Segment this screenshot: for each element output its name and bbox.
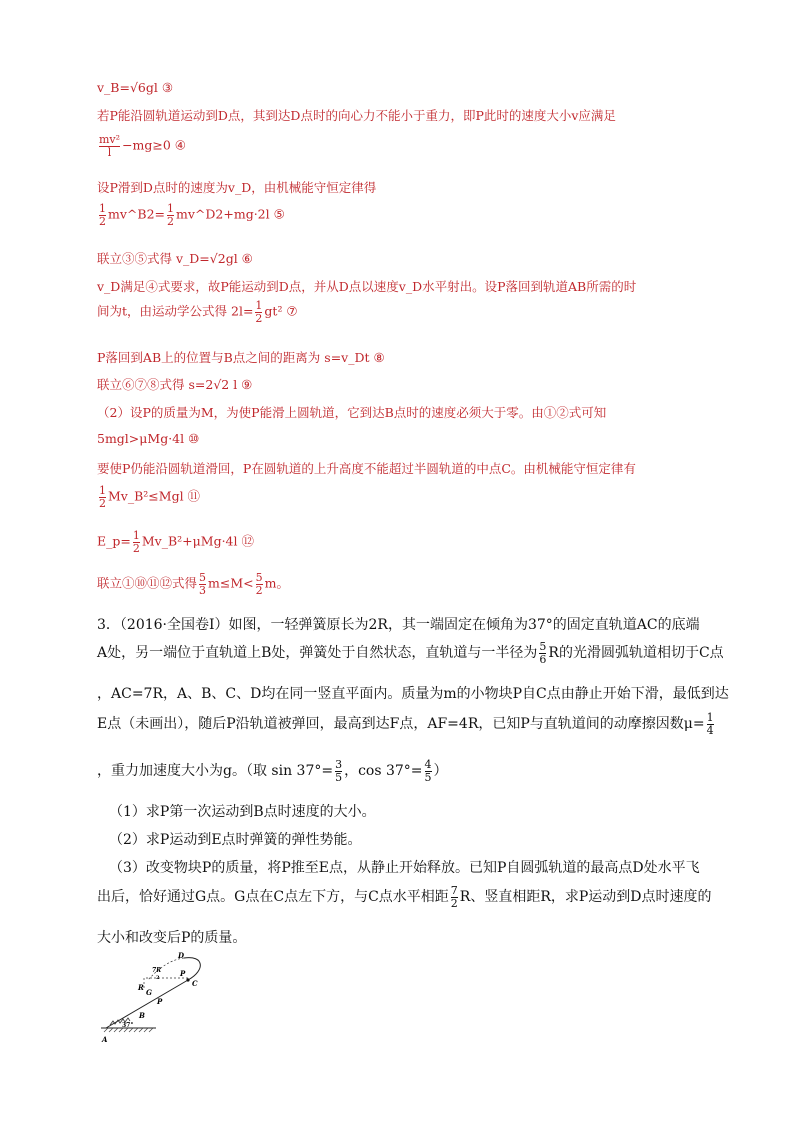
label-p-top: P <box>180 969 186 978</box>
label-p-low: P <box>157 997 163 1006</box>
fraction: $\frac{3}{5}$ <box>335 758 343 784</box>
solution-line-10: 联立⑥⑦⑧式得 s=2√2 l ⑨ <box>97 377 253 392</box>
solution-line-5: $\frac{1}{2}$ mv^B2= $\frac{1}{2}$ mv^D2+mg·2l ⑤ <box>99 202 285 228</box>
fraction: $\frac{7}{2}$ <box>450 884 458 910</box>
label-b: B <box>139 1011 145 1020</box>
solution-line-2: 若P能沿圆轨道运动到D点，其到达D点时的向心力不能小于重力，即P此时的速度大小v应满足 <box>97 108 616 123</box>
label-g: G <box>146 988 152 997</box>
label-2: 2 <box>156 975 160 981</box>
solution-line-16: 联立①⑩⑪⑫式得 $\frac{5}{3}$ m≤M< $\frac{5}{2}$ m。 <box>97 571 289 597</box>
label-7r: 7R <box>152 967 162 974</box>
problem-line-2: A处，另一端位于直轨道上B处，弹簧处于自然状态，直轨道与一半径为 $\frac{5}{6}$ R的光滑圆弧轨道相切于C点 <box>97 640 724 666</box>
solution-line-9: P落回到AB上的位置与B点之间的距离为 s=v_Dt ⑧ <box>97 350 385 365</box>
solution-line-13: 要使P仍能沿圆轨道滑回，P在圆轨道的上升高度不能超过半圆轨道的中点C。由机械能守恒定律有 <box>97 461 636 476</box>
fraction: $\frac{5}{6}$ <box>539 640 547 666</box>
fraction: $\frac{1}{4}$ <box>706 711 714 737</box>
solution-line-11: （2）设P的质量为M，为使P能滑上圆轨道，它到达B点时的速度必须大于零。由①②式可知 <box>97 405 607 420</box>
solution-line-12: 5mgl>μMg·4l ⑩ <box>97 431 200 446</box>
solution-line-1: v_B=√6gl ③ <box>97 80 174 95</box>
solution-line-8: 间为t，由运动学公式得 2l= $\frac{1}{2}$ gt² ⑦ <box>97 299 298 325</box>
label-r: R <box>138 983 144 992</box>
fraction: $\frac{1}{2}$ <box>255 299 263 325</box>
question-2: （2）求P运动到E点时弹簧的弹性势能。 <box>109 832 362 848</box>
fraction: $\frac{5}{3}$ <box>199 571 207 597</box>
fraction: $\frac{5}{2}$ <box>255 571 263 597</box>
fraction: $\frac{\text{mv²}}{l}$ <box>99 133 121 159</box>
problem-line-4: E点（未画出），随后P沿轨道被弹回，最高到达F点，AF=4R，已知P与直轨道间的动摩擦因数μ= $\frac{1}{4}$ <box>97 711 714 737</box>
label-d: D <box>178 951 185 960</box>
problem-line-3: ，AC=7R，A、B、C、D均在同一竖直平面内。质量为m的小物块P自C点由静止开始下滑，最低到达 <box>97 686 729 702</box>
label-angle: 37° <box>122 1022 134 1029</box>
solution-line-4: 设P滑到D点时的速度为v_D，由机械能守恒定律得 <box>97 180 377 195</box>
problem-line-1: 3．（2016·全国卷Ⅰ）如图，一轻弹簧原长为2R，其一端固定在倾角为37°的固定直轨道AC的底端 <box>97 617 700 633</box>
fraction: $\frac{4}{5}$ <box>424 758 432 784</box>
question-1: （1）求P第一次运动到B点时速度的大小。 <box>109 804 376 820</box>
problem-line-q5: 大小和改变后P的质量。 <box>97 930 247 946</box>
circular-arc <box>184 958 200 980</box>
problem-line-q4: 出后，恰好通过G点。G点在C点左下方，与C点水平相距 $\frac{7}{2}$ R、竖直相距R，求P运动到D点时速度的 <box>97 884 712 910</box>
fraction: $\frac{1}{2}$ <box>99 202 106 228</box>
problem-line-5: ，重力加速度大小为g。（取 sin 37°= $\frac{3}{5}$ ，cos 37°= $\frac{4}{5}$ ） <box>97 758 448 784</box>
solution-line-15: E_p= $\frac{1}{2}$ Mv_B²+μMg·4l ⑫ <box>97 529 254 555</box>
solution-line-14: $\frac{1}{2}$ Mv_B²≤Mgl ⑪ <box>99 484 201 510</box>
solution-line-7: v_D满足④式要求，故P能运动到D点，并从D点以速度v_D水平射出。设P落回到轨道AB所需的时 <box>97 279 637 294</box>
solution-line-3: $\frac{\text{mv²}}{l}$ −mg≥0 ④ <box>99 133 186 159</box>
solution-line-6: 联立③⑤式得 v_D=√2gl ⑥ <box>97 251 253 266</box>
label-a: A <box>102 1035 108 1044</box>
fraction: $\frac{1}{2}$ <box>132 529 140 555</box>
label-c: C <box>192 979 198 988</box>
fraction: $\frac{1}{2}$ <box>99 484 106 510</box>
question-3: （3）改变物块P的质量，将P推至E点，从静止开始释放。已知P自圆弧轨道的最高点D处水平飞 <box>109 860 700 876</box>
fraction: $\frac{1}{2}$ <box>167 202 175 228</box>
track-diagram <box>96 950 226 1050</box>
point-c <box>186 978 189 981</box>
